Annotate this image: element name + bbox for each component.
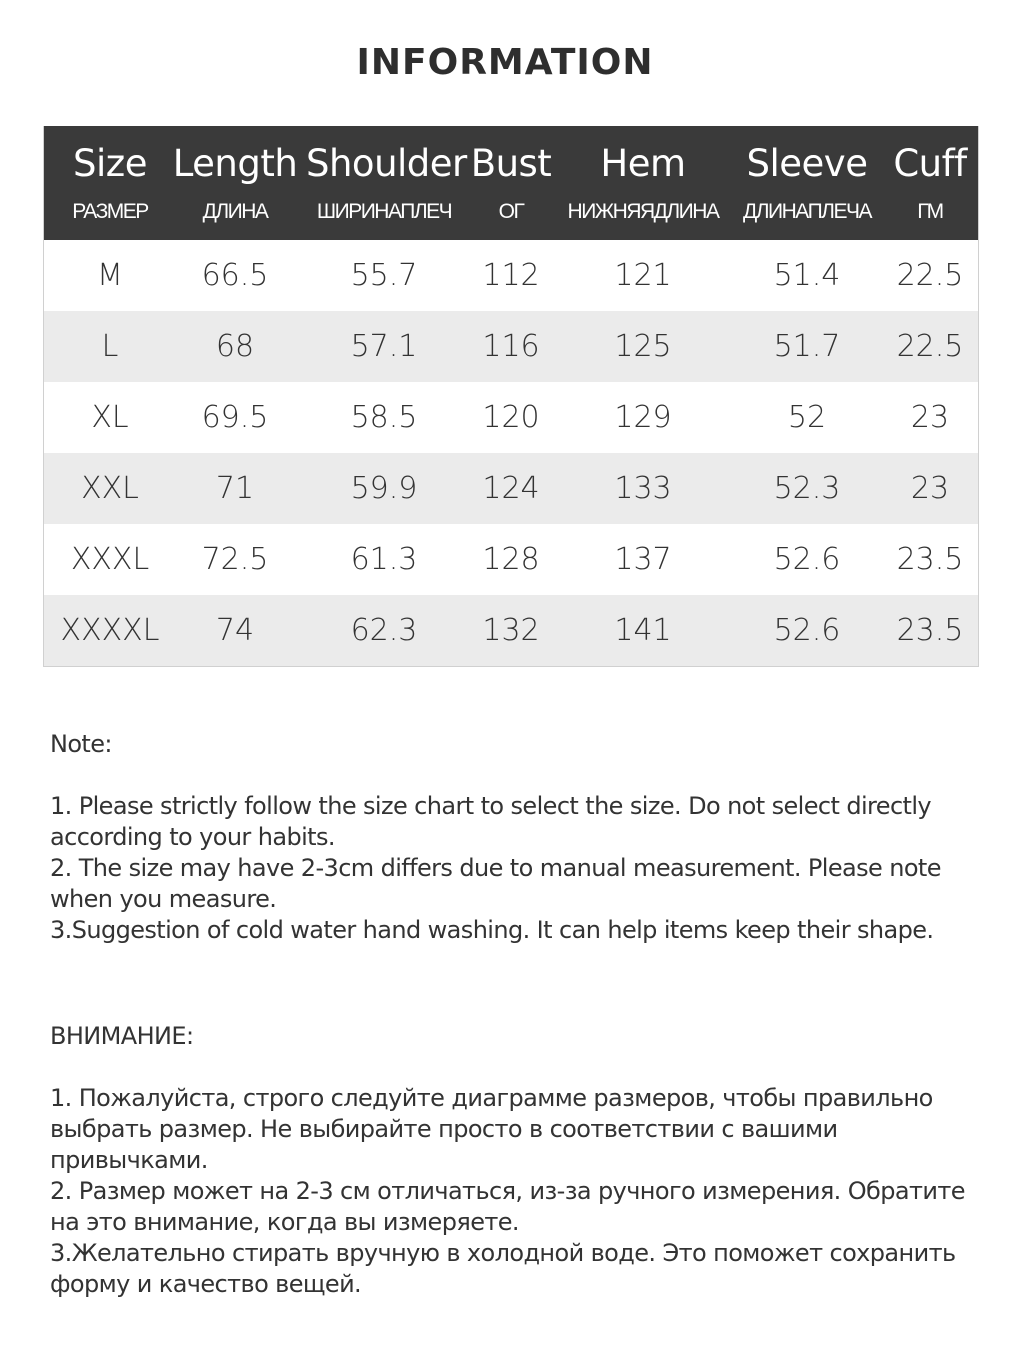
cell-bust: 124 xyxy=(482,471,540,506)
table-row xyxy=(44,595,978,666)
column-header-label: Length xyxy=(172,142,298,185)
cell-cuff: 23.5 xyxy=(896,542,964,577)
table-row xyxy=(44,311,978,382)
column-header-sublabel: ДЛИНАПЛЕЧА xyxy=(743,200,871,223)
note-item: 3.Suggestion of cold water hand washing. It can help items keep their shape. xyxy=(50,916,934,944)
cell-size: XL xyxy=(91,400,129,435)
note-item: 1. Пожалуйста, строго следуйте диаграмме размеров, чтобы правильно выбрать размер. Не выбирайте просто в соответствии с вашими привычками. xyxy=(50,1084,933,1174)
table-row xyxy=(44,453,978,524)
cell-size: XXL xyxy=(81,471,139,506)
cell-shoulder: 62.3 xyxy=(350,613,418,648)
column-header-label: Hem xyxy=(600,142,686,185)
table-row xyxy=(44,524,978,595)
cell-shoulder: 59.9 xyxy=(350,471,418,506)
cell-shoulder: 58.5 xyxy=(350,400,418,435)
notes-english xyxy=(50,729,990,946)
cell-bust: 132 xyxy=(482,613,540,648)
column-header-sublabel: ГМ xyxy=(917,200,943,223)
column-header-label: Cuff xyxy=(893,142,967,185)
column-header-sublabel: ДЛИНА xyxy=(202,200,268,223)
cell-cuff: 22.5 xyxy=(896,329,964,364)
notes-heading: ВНИМАНИЕ: xyxy=(50,1022,194,1050)
cell-sleeve: 52.6 xyxy=(773,542,841,577)
cell-cuff: 23 xyxy=(910,400,950,435)
note-item: 1. Please strictly follow the size chart to select the size. Do not select directly according to your habits. xyxy=(50,792,932,851)
cell-shoulder: 55.7 xyxy=(350,258,418,293)
cell-cuff: 23 xyxy=(910,471,950,506)
cell-size: XXXL xyxy=(70,542,150,577)
table-header xyxy=(44,126,978,240)
cell-bust: 128 xyxy=(482,542,540,577)
page-title: INFORMATION xyxy=(356,42,654,83)
table-row xyxy=(44,240,978,311)
cell-sleeve: 51.7 xyxy=(773,329,841,364)
column-header-sublabel: ШИРИНАПЛЕЧ xyxy=(316,200,452,223)
cell-shoulder: 57.1 xyxy=(350,329,418,364)
cell-length: 66.5 xyxy=(201,258,269,293)
cell-size: XXXXL xyxy=(60,613,160,648)
cell-length: 68 xyxy=(215,329,255,364)
note-item: 3.Желательно стирать вручную в холодной воде. Это поможет сохранить форму и качество вещей. xyxy=(50,1239,956,1298)
notes-russian xyxy=(50,1021,990,1300)
cell-sleeve: 52.3 xyxy=(773,471,841,506)
note-item: 2. Размер может на 2-3 см отличаться, из-за ручного измерения. Обратите на это внимание, когда вы измеряете. xyxy=(50,1177,965,1236)
cell-hem: 129 xyxy=(614,400,672,435)
column-header-label: Size xyxy=(73,142,147,185)
cell-bust: 116 xyxy=(482,329,540,364)
cell-cuff: 22.5 xyxy=(896,258,964,293)
cell-cuff: 23.5 xyxy=(896,613,964,648)
notes-heading: Note: xyxy=(50,730,112,758)
column-header-label: Shoulder xyxy=(306,142,467,185)
cell-hem: 121 xyxy=(614,258,672,293)
cell-hem: 137 xyxy=(614,542,672,577)
cell-bust: 112 xyxy=(482,258,540,293)
cell-size: L xyxy=(101,329,119,364)
cell-hem: 133 xyxy=(614,471,672,506)
cell-hem: 125 xyxy=(614,329,672,364)
size-table xyxy=(43,126,979,667)
cell-length: 74 xyxy=(215,613,255,648)
column-header-sublabel: ОГ xyxy=(498,200,524,223)
cell-hem: 141 xyxy=(614,613,672,648)
cell-length: 71 xyxy=(215,471,255,506)
cell-length: 72.5 xyxy=(201,542,269,577)
cell-sleeve: 51.4 xyxy=(773,258,841,293)
cell-sleeve: 52 xyxy=(787,400,827,435)
column-header-sublabel: НИЖНЯЯДЛИНА xyxy=(567,200,719,223)
cell-size: M xyxy=(97,258,123,293)
cell-sleeve: 52.6 xyxy=(773,613,841,648)
cell-length: 69.5 xyxy=(201,400,269,435)
note-item: 2. The size may have 2-3cm differs due to manual measurement. Please note when you measure. xyxy=(50,854,941,913)
column-header-label: Sleeve xyxy=(746,142,868,185)
cell-shoulder: 61.3 xyxy=(350,542,418,577)
column-header-label: Bust xyxy=(470,142,552,185)
column-header-sublabel: РАЗМЕР xyxy=(72,200,148,223)
table-row xyxy=(44,382,978,453)
cell-bust: 120 xyxy=(482,400,540,435)
